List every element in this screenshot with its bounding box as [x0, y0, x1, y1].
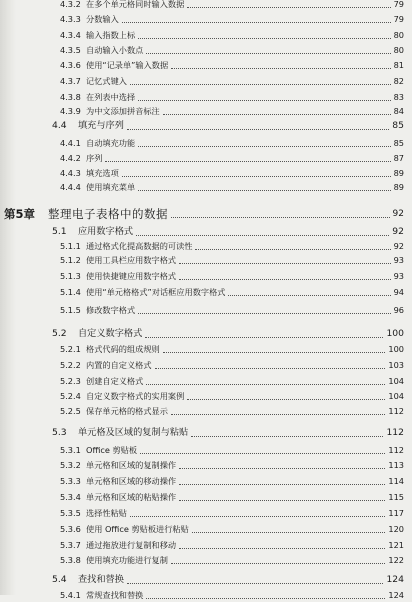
toc-entry-title: 保存单元格的格式显示 [86, 406, 168, 416]
toc-entry-sub [0, 404, 404, 418]
toc-entry-page: 103 [388, 360, 404, 370]
dot-leader [138, 100, 390, 101]
dot-leader [171, 68, 390, 69]
toc-entry-sub [0, 58, 404, 72]
toc-entry-number: 5.2.1 [60, 344, 81, 354]
toc-entry-number: 4.4.4 [60, 182, 81, 192]
toc-entry-sub [0, 269, 404, 283]
toc-entry-title: 创建自定义格式 [86, 376, 144, 386]
dot-leader [138, 313, 390, 314]
toc-entry-sub [0, 12, 404, 26]
dot-leader [130, 84, 391, 85]
toc-entry-page: 94 [393, 287, 404, 297]
toc-entry-number: 5.3.7 [60, 540, 81, 550]
toc-entry-sub [0, 490, 404, 504]
toc-entry-title: 单元格和区域的粘贴操作 [86, 492, 177, 502]
toc-entry-page: 80 [393, 30, 404, 40]
toc-entry-number: 4.3.2 [60, 0, 81, 9]
dot-leader [191, 436, 383, 437]
dot-leader [105, 161, 390, 162]
toc-entry-number: 5.4 [52, 574, 67, 585]
toc-entry-sub [0, 74, 404, 88]
toc-entry-title: 格式代码的组成规则 [86, 344, 160, 354]
toc-entry-page: 80 [393, 45, 404, 55]
toc-entry-number: 5.3.6 [60, 524, 81, 534]
toc-entry-title: 使用“记录单”输入数据 [86, 60, 169, 70]
toc-entry-number: 5.2 [52, 328, 67, 339]
toc-entry-page: 112 [388, 406, 404, 416]
toc-entry-page: 79 [393, 14, 404, 24]
dot-leader [171, 563, 385, 564]
toc-entry-page: 114 [388, 476, 404, 486]
dot-leader [138, 146, 390, 147]
dot-leader [179, 484, 385, 485]
toc-entry-number: 5.2.4 [60, 391, 81, 401]
toc-entry-title: 在多个单元格同时输入数据 [86, 0, 185, 9]
toc-entry-title: 选择性粘贴 [86, 508, 127, 518]
toc-entry-sec [0, 225, 404, 239]
toc-entry-number: 4.4.3 [60, 168, 81, 178]
toc-entry-title: 自动输入小数点 [86, 45, 144, 55]
toc-entry-page: 81 [393, 60, 404, 70]
toc-entry-number: 5.1.1 [60, 241, 81, 251]
toc-entry-number: 5.1 [52, 226, 67, 237]
toc-entry-page: 89 [393, 182, 404, 192]
dot-leader [163, 114, 391, 115]
toc-entry-number: 4.3.4 [60, 30, 81, 40]
toc-entry-number: 5.3 [52, 427, 67, 438]
dot-leader [122, 176, 391, 177]
toc-entry-number: 5.1.4 [60, 287, 81, 297]
toc-entry-title: 整理电子表格中的数据 [48, 207, 168, 221]
dot-leader [171, 414, 385, 415]
toc-entry-title: 在列表中选择 [86, 92, 136, 102]
toc-entry-number: 5.2.3 [60, 376, 81, 386]
toc-entry-page: 115 [388, 492, 404, 502]
dot-leader [138, 190, 390, 191]
toc-entry-page: 92 [392, 209, 404, 219]
toc-entry-number: 5.3.3 [60, 476, 81, 486]
dot-leader [146, 598, 385, 599]
toc-entry-page: 92 [392, 226, 404, 237]
toc-entry-page: 79 [393, 0, 404, 9]
dot-leader [179, 279, 391, 280]
toc-entry-number: 5.4.1 [60, 590, 81, 600]
toc-entry-number: 4.3.7 [60, 76, 81, 86]
toc-entry-title: 填充与序列 [78, 120, 124, 131]
toc-entry-page: 85 [392, 120, 404, 131]
toc-entry-title: 为中文添加拼音标注 [86, 106, 160, 116]
toc-entry-page: 120 [388, 524, 404, 534]
toc-entry-sub [0, 285, 404, 299]
toc-entry-sub [0, 104, 404, 118]
toc-entry-number: 5.3.4 [60, 492, 81, 502]
toc-entry-number: 4.4 [52, 120, 67, 131]
toc-entry-title: 单元格和区域的移动操作 [86, 476, 177, 486]
toc-entry-number: 第5章 [4, 207, 36, 221]
toc-entry-sub [0, 358, 404, 372]
dot-leader [163, 352, 386, 353]
toc-entry-page: 122 [388, 555, 404, 565]
toc-entry-number: 5.3.2 [60, 460, 81, 470]
toc-entry-title: 自定义数字格式 [78, 328, 143, 339]
toc-entry-title: 输入指数上标 [86, 30, 136, 40]
toc-entry-page: 113 [388, 460, 404, 470]
toc-entry-title: 通过拖放进行复制和移动 [86, 540, 177, 550]
toc-entry-title: 应用数字格式 [78, 226, 134, 237]
toc-entry-sub [0, 389, 404, 403]
toc-entry-page: 104 [388, 376, 404, 386]
toc-entry-sub [0, 28, 404, 42]
toc-entry-sub [0, 180, 404, 194]
toc-entry-sub [0, 374, 404, 388]
toc-entry-sub [0, 342, 404, 356]
toc-entry-number: 5.3.5 [60, 508, 81, 518]
toc-entry-title: 记忆式键入 [86, 76, 127, 86]
toc-entry-sub [0, 43, 404, 57]
toc-entry-title: 分数输入 [86, 14, 119, 24]
toc-entry-title: 内置的自定义格式 [86, 360, 152, 370]
toc-entry-number: 4.3.5 [60, 45, 81, 55]
toc-entry-sub [0, 90, 404, 104]
dot-leader [179, 468, 385, 469]
dot-leader [179, 263, 391, 264]
toc-entry-title: 修改数字格式 [86, 305, 136, 315]
toc-entry-sub [0, 443, 404, 457]
toc-entry-sub [0, 474, 404, 488]
toc-entry-title: Office 剪贴板 [86, 445, 138, 455]
toc-entry-sec [0, 573, 404, 587]
toc-entry-title: 自动填充功能 [86, 138, 136, 148]
toc-entry-number: 4.3.3 [60, 14, 81, 24]
toc-entry-sec [0, 327, 404, 341]
toc-entry-sub [0, 0, 404, 11]
toc-entry-page: 84 [393, 106, 404, 116]
toc-entry-sec [0, 119, 404, 133]
toc-entry-sub [0, 253, 404, 267]
toc-entry-number: 5.3.8 [60, 555, 81, 565]
dot-leader [179, 548, 385, 549]
dot-leader [187, 7, 390, 8]
dot-leader [187, 399, 385, 400]
toc-entry-page: 100 [386, 328, 404, 339]
dot-leader [179, 500, 385, 501]
toc-entry-title: 查找和替换 [78, 574, 124, 585]
toc-entry-page: 104 [388, 391, 404, 401]
toc-entry-number: 4.3.6 [60, 60, 81, 70]
toc-entry-number: 5.2.5 [60, 406, 81, 416]
toc-entry-sub [0, 588, 404, 602]
toc-entry-page: 92 [393, 241, 404, 251]
toc-entry-sub [0, 151, 404, 165]
toc-entry-page: 117 [388, 508, 404, 518]
dot-leader [195, 249, 390, 250]
dot-leader [140, 453, 385, 454]
toc-entry-title: 使用快捷键应用数字格式 [86, 271, 177, 281]
toc-entry-page: 89 [393, 168, 404, 178]
toc-entry-title: 自定义数字格式的实用案例 [86, 391, 185, 401]
toc-entry-number: 5.1.3 [60, 271, 81, 281]
dot-leader [127, 583, 384, 584]
toc-entry-number: 4.3.8 [60, 92, 81, 102]
dot-leader [171, 217, 390, 218]
toc-entry-title: 使用填充菜单 [86, 182, 136, 192]
toc-entry-number: 4.4.1 [60, 138, 81, 148]
toc-entry-page: 112 [386, 427, 404, 438]
toc-entry-page: 124 [386, 574, 404, 585]
toc-entry-sub [0, 553, 404, 567]
toc-entry-number: 5.1.2 [60, 255, 81, 265]
toc-entry-number: 5.3.1 [60, 445, 81, 455]
toc-entry-page: 96 [393, 305, 404, 315]
toc-entry-sub [0, 506, 404, 520]
toc-entry-title: 单元格和区域的复制操作 [86, 460, 177, 470]
dot-leader [122, 22, 391, 23]
dot-leader [127, 129, 389, 130]
toc-entry-page: 85 [393, 138, 404, 148]
dot-leader [145, 337, 383, 338]
toc-entry-title: 常规查找和替换 [86, 590, 144, 600]
toc-entry-page: 82 [393, 76, 404, 86]
toc-entry-number: 5.2.2 [60, 360, 81, 370]
dot-leader [228, 295, 390, 296]
toc-entry-title: 使用填充功能进行复制 [86, 555, 168, 565]
dot-leader [155, 368, 386, 369]
toc-entry-number: 4.3.9 [60, 106, 81, 116]
toc-entry-number: 4.4.2 [60, 153, 81, 163]
toc-entry-page: 83 [393, 92, 404, 102]
toc-entry-number: 5.1.5 [60, 305, 81, 315]
dot-leader [146, 53, 390, 54]
toc-entry-chapter [0, 205, 404, 223]
dot-leader [130, 516, 385, 517]
toc-entry-page: 112 [388, 445, 404, 455]
toc-entry-sub [0, 538, 404, 552]
toc-entry-title: 使用 Office 剪贴板进行粘贴 [86, 524, 189, 534]
toc-entry-title: 填充选项 [86, 168, 119, 178]
toc-entry-title: 使用“单元格格式”对话框应用数字格式 [86, 287, 226, 297]
toc-entry-sub [0, 303, 404, 317]
dot-leader [146, 384, 385, 385]
toc-entry-page: 93 [393, 255, 404, 265]
dot-leader [136, 235, 389, 236]
toc-entry-page: 100 [388, 344, 404, 354]
toc-entry-title: 通过格式化提高数据的可读性 [86, 241, 193, 251]
toc-entry-title: 序列 [86, 153, 103, 163]
toc-entry-title: 使用工具栏应用数字格式 [86, 255, 177, 265]
toc-entry-sub [0, 239, 404, 253]
toc-entry-sec [0, 426, 404, 440]
toc-entry-page: 121 [388, 540, 404, 550]
toc-entry-title: 单元格及区域的复制与粘贴 [78, 427, 189, 438]
toc-entry-sub [0, 458, 404, 472]
toc-entry-page: 93 [393, 271, 404, 281]
toc-entry-page: 87 [393, 153, 404, 163]
dot-leader [192, 532, 386, 533]
toc-entry-sub [0, 136, 404, 150]
toc-entry-page: 124 [388, 590, 404, 600]
dot-leader [138, 38, 390, 39]
toc-entry-sub [0, 522, 404, 536]
toc-entry-sub [0, 166, 404, 180]
